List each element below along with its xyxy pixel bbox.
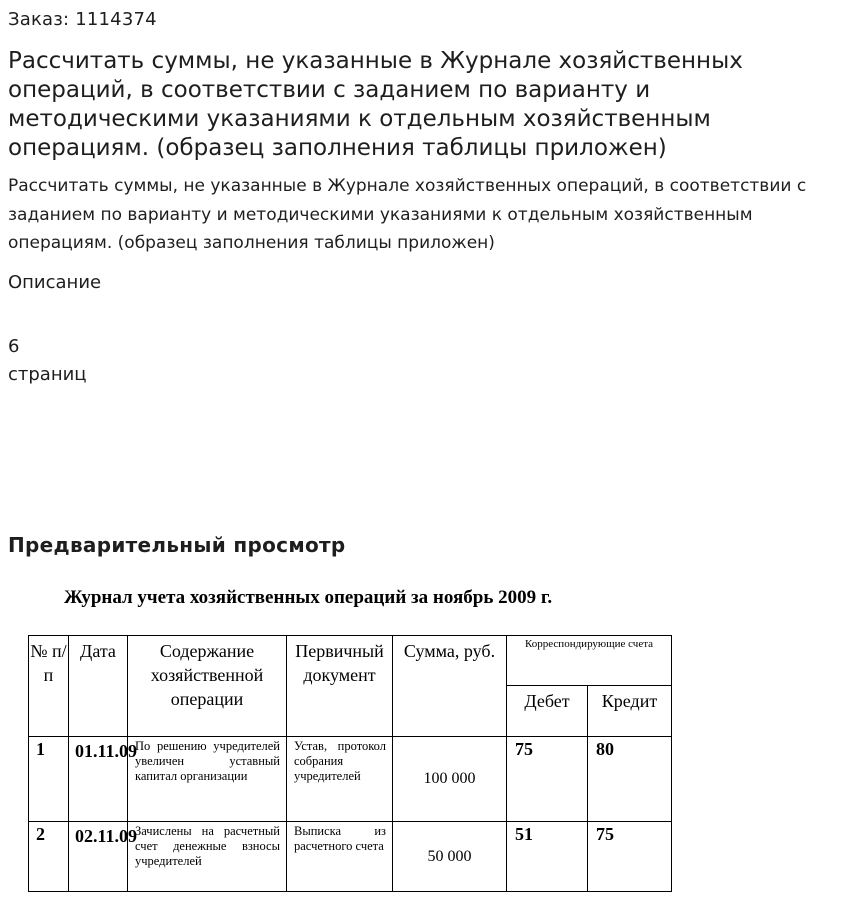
preview-heading: Предварительный просмотр bbox=[8, 533, 346, 557]
order-description: Рассчитать суммы, не указанные в Журнале хозяйственных операций, в соответствии с заданием по варианту и методическими указаниями к отдельным хозяйственным операциям. (образец заполнения таблицы приложен) bbox=[8, 176, 807, 253]
row-credit: 75 bbox=[588, 822, 672, 892]
row-num: 1 bbox=[29, 737, 69, 822]
row-sum: 50 000 bbox=[393, 822, 507, 892]
row-num: 2 bbox=[29, 822, 69, 892]
row-debit: 51 bbox=[507, 822, 588, 892]
row-sum: 100 000 bbox=[393, 737, 507, 822]
row-primary-doc: Устав, протокол собрания учредителей bbox=[287, 737, 393, 822]
header-credit: Кредит bbox=[588, 686, 672, 737]
row-debit: 75 bbox=[507, 737, 588, 822]
page-count-label: страниц bbox=[8, 364, 87, 385]
row-date: 02.11.09 bbox=[69, 822, 128, 892]
row-primary-doc: Выписка из расчетного счета bbox=[287, 822, 393, 892]
header-content: Содержание хозяйственной операции bbox=[128, 636, 287, 737]
table-row bbox=[29, 822, 672, 892]
header-accounts: Корреспондирующие счета bbox=[507, 636, 672, 686]
header-debit: Дебет bbox=[507, 686, 588, 737]
header-date: Дата bbox=[69, 636, 128, 737]
journal-title: Журнал учета хозяйственных операций за ноябрь 2009 г. bbox=[64, 587, 553, 608]
journal-table bbox=[28, 635, 672, 892]
header-num: № п/п bbox=[29, 636, 69, 737]
table-row bbox=[29, 737, 672, 822]
page-count: 6 bbox=[8, 336, 20, 357]
description-label: Описание bbox=[8, 272, 102, 293]
header-sum: Сумма, руб. bbox=[393, 636, 507, 737]
row-credit: 80 bbox=[588, 737, 672, 822]
row-content: Зачислены на расчетный счет денежные взносы учредителей bbox=[128, 822, 287, 892]
row-content: По решению учредителей увеличен уставный капитал организации bbox=[128, 737, 287, 822]
order-title: Рассчитать суммы, не указанные в Журнале хозяйственных операций, в соответствии с заданием по варианту и методическими указаниями к отдельным хозяйственным операциям. (образец заполнения таблицы приложен) bbox=[8, 48, 743, 161]
row-date: 01.11.09 bbox=[69, 737, 128, 822]
header-primary-doc: Первичный документ bbox=[287, 636, 393, 737]
order-number: Заказ: 1114374 bbox=[8, 9, 157, 30]
